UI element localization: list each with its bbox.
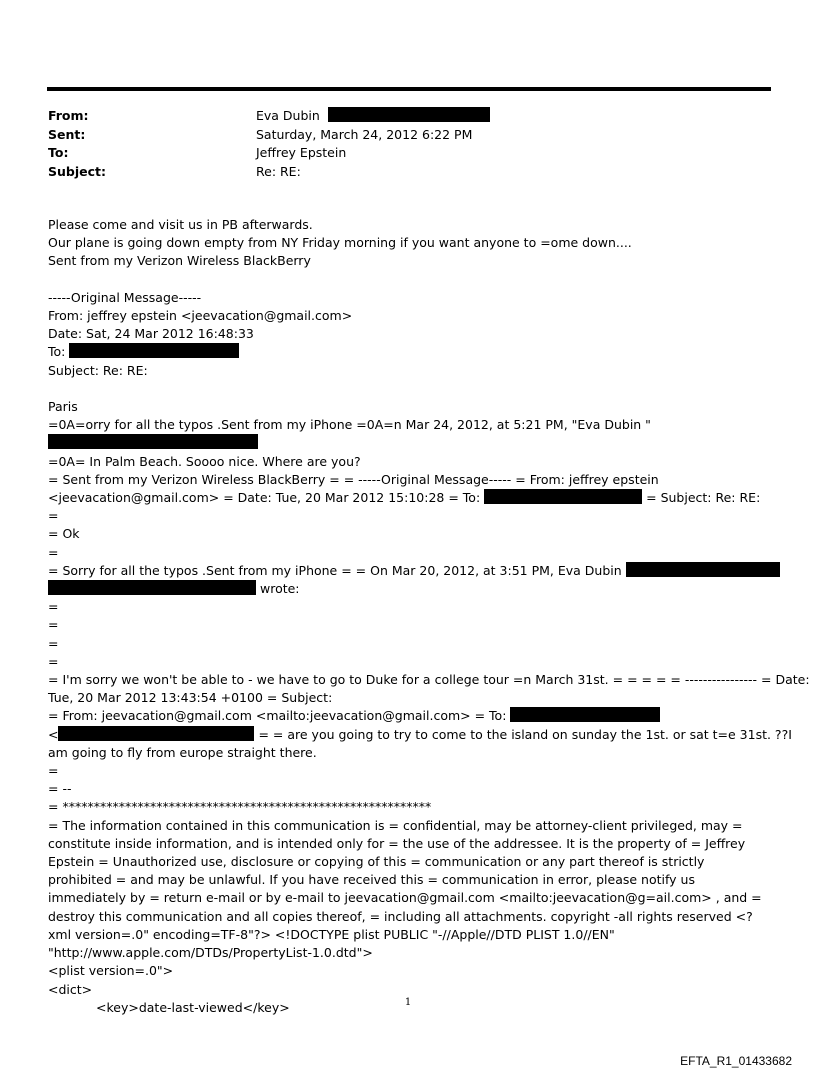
from-row [48, 107, 490, 126]
line-text: < [48, 726, 59, 742]
subject-value: Re: RE: [256, 163, 301, 179]
redaction-box [69, 343, 239, 358]
redaction-box [328, 107, 490, 122]
body-line: <plist version=.0"> [48, 963, 174, 979]
original-message-marker: -----Original Message----- [48, 289, 202, 305]
line-text: = = are you going to try to come to the island on sunday the 1st. or sat t=e 31st. ??I [258, 726, 792, 742]
redaction-box [48, 580, 256, 595]
body-line: =0A=orry for all the typos .Sent from my iPhone =0A=n Mar 24, 2012, at 5:21 PM, "Eva Dubin " [48, 417, 651, 433]
document-id: EFTA_R1_01433682 [680, 1054, 792, 1068]
redaction-box [626, 562, 780, 577]
subject-row [48, 163, 490, 182]
body-line: <key>date-last-viewed</key> [96, 999, 290, 1015]
sent-row [48, 126, 490, 145]
email-header [48, 107, 490, 181]
to-label: To: [48, 145, 69, 160]
body-line: = Ok [48, 526, 80, 542]
body-line [48, 726, 792, 744]
body-line: = Sent from my Verizon Wireless BlackBerry = = -----Original Message----- = From: jeffrey epstein [48, 471, 659, 487]
body-line: =0A= In Palm Beach. Soooo nice. Where are you? [48, 453, 361, 469]
email-body [48, 216, 810, 1017]
body-line: = [48, 508, 59, 524]
body-line [48, 707, 772, 725]
to-value: Jeffrey Epstein [256, 145, 347, 160]
body-line: Paris [48, 399, 78, 414]
body-line [48, 489, 772, 507]
line-text: = Subject: Re: RE: [646, 490, 761, 506]
body-line: Our plane is going down empty from NY Friday morning if you want anyone to =ome down.... [48, 235, 632, 251]
from-value: Eva Dubin [256, 108, 320, 123]
redaction-box [510, 707, 660, 722]
line-text: = From: jeevacation@gmail.com <mailto:jeevacation@gmail.com> = To: [48, 708, 507, 724]
body-line: = [48, 617, 59, 633]
body-line: = [48, 544, 59, 560]
body-line: am going to fly from europe straight there. [48, 744, 317, 760]
body-line: = *********************************************************** [48, 799, 432, 815]
redaction-box [48, 434, 258, 449]
body-line: Sent from my Verizon Wireless BlackBerry [48, 253, 311, 269]
body-line: From: jeffrey epstein <jeevacation@gmail.com> [48, 308, 353, 323]
top-rule [47, 87, 771, 91]
disclaimer-paragraph: = The information contained in this communication is = confidential, may be attorney-client privileged, may = constitute inside information, and is intended only for = the use of the addressee. It is the property of = Jeffrey Epstein = Unauthorized use, disclosure or copying of this = communication or any part thereof is strictly prohibited = and may be unlawful. If you have received this = communication in error, please notify us immediately by = return e-mail or by e-mail to jeevacation@gmail.com <mailto:jeevacation@g=ail.com> , and = destroy this communication and all copies thereof, = including all attachments. copyright -all rights reserved <?xml version=.0" encoding=TF-8"?> <!DOCTYPE plist PUBLIC "-//Apple//DTD PLIST 1.0//EN" "http://www.apple.com/DTDs/PropertyList-1.0.dtd"> [48, 817, 762, 961]
body-line: Subject: Re: RE: [48, 362, 148, 378]
to-text: To: [48, 344, 66, 360]
line-text: <jeevacation@gmail.com> = Date: Tue, 20 Mar 2012 15:10:28 = To: [48, 490, 481, 506]
body-line [48, 562, 772, 580]
redaction-box [58, 726, 254, 741]
body-line: = [48, 763, 59, 779]
line-text: wrote: [259, 581, 300, 597]
to-row [48, 144, 490, 163]
body-line: <dict> [48, 981, 93, 997]
body-line: = -- [48, 781, 72, 797]
body-line [48, 580, 772, 598]
body-line: = [48, 635, 59, 651]
body-line [48, 434, 772, 452]
body-line: = [48, 653, 59, 669]
body-line: = I'm sorry we won't be able to - we have to go to Duke for a college tour =n March 31st. = = = = = ---------------- = Date: [48, 672, 810, 688]
line-text: = Sorry for all the typos .Sent from my iPhone = = On Mar 20, 2012, at 3:51 PM, Eva Dubin [48, 562, 622, 578]
body-line: Please come and visit us in PB afterwards. [48, 217, 313, 232]
redaction-box [484, 489, 642, 504]
subject-label: Subject: [48, 163, 106, 179]
from-label: From: [48, 108, 89, 123]
sent-value: Saturday, March 24, 2012 6:22 PM [256, 126, 473, 142]
body-line [48, 343, 772, 361]
body-line: = [48, 599, 59, 615]
body-line: Date: Sat, 24 Mar 2012 16:48:33 [48, 326, 254, 342]
sent-label: Sent: [48, 126, 86, 142]
page-number: 1 [404, 997, 412, 1008]
body-line: Tue, 20 Mar 2012 13:43:54 +0100 = Subject: [48, 690, 333, 706]
